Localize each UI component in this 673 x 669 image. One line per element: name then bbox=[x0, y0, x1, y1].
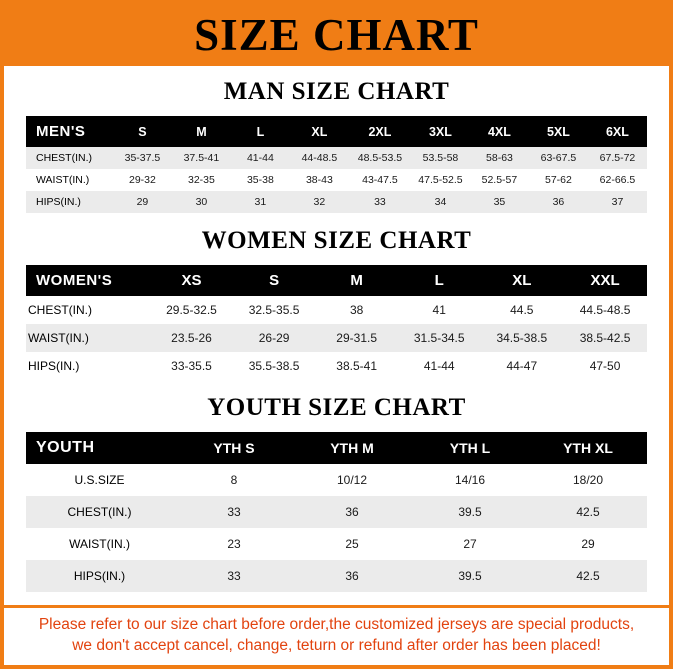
man-size-table-wrap bbox=[4, 116, 669, 213]
table-cell: 27 bbox=[411, 528, 529, 560]
table-cell: 62-66.5 bbox=[588, 169, 647, 191]
table-cell: 43-47.5 bbox=[349, 169, 411, 191]
column-header: YTH L bbox=[411, 432, 529, 464]
row-header: WAIST(IN.) bbox=[26, 169, 113, 191]
table-cell: 14/16 bbox=[411, 464, 529, 496]
table-row bbox=[26, 324, 647, 352]
table-cell: 26-29 bbox=[233, 324, 316, 352]
table-cell: 35-37.5 bbox=[113, 147, 172, 169]
column-header: L bbox=[398, 265, 481, 296]
table-cell: 25 bbox=[293, 528, 411, 560]
page-title: SIZE CHART bbox=[194, 9, 479, 60]
row-header: HIPS(IN.) bbox=[26, 352, 150, 380]
table-row bbox=[26, 496, 647, 528]
table-cell: 53.5-58 bbox=[411, 147, 470, 169]
column-header: 6XL bbox=[588, 116, 647, 147]
table-cell: 58-63 bbox=[470, 147, 529, 169]
youth-size-table bbox=[26, 432, 647, 592]
table-header-row bbox=[26, 116, 647, 147]
table-cell: 33 bbox=[349, 191, 411, 213]
column-header: 5XL bbox=[529, 116, 588, 147]
table-cell: 35.5-38.5 bbox=[233, 352, 316, 380]
table-cell: 37 bbox=[588, 191, 647, 213]
table-cell: 44.5-48.5 bbox=[563, 296, 647, 324]
column-header: XL bbox=[290, 116, 349, 147]
table-cell: 44.5 bbox=[481, 296, 564, 324]
footer-line-1: Please refer to our size chart before order,the customized jerseys are special products, bbox=[38, 616, 635, 634]
table-row bbox=[26, 147, 647, 169]
column-header: M bbox=[172, 116, 231, 147]
table-cell: 42.5 bbox=[529, 496, 647, 528]
table-cell: 52.5-57 bbox=[470, 169, 529, 191]
section-title-youth: YOUTH SIZE CHART bbox=[207, 394, 466, 421]
man-size-table bbox=[26, 116, 647, 213]
page-header bbox=[4, 4, 669, 66]
column-header: M bbox=[315, 265, 398, 296]
table-cell: 23 bbox=[175, 528, 293, 560]
table-row bbox=[26, 191, 647, 213]
row-header: CHEST(IN.) bbox=[26, 296, 150, 324]
section-title-women: WOMEN SIZE CHART bbox=[201, 227, 472, 254]
table-cell: 38-43 bbox=[290, 169, 349, 191]
table-cell: 44-47 bbox=[481, 352, 564, 380]
table-cell: 31 bbox=[231, 191, 290, 213]
column-header: WOMEN'S bbox=[26, 265, 150, 296]
table-cell: 29-32 bbox=[113, 169, 172, 191]
table-cell: 36 bbox=[529, 191, 588, 213]
table-cell: 32-35 bbox=[172, 169, 231, 191]
table-cell: 44-48.5 bbox=[290, 147, 349, 169]
row-header: CHEST(IN.) bbox=[26, 496, 175, 528]
column-header: 4XL bbox=[470, 116, 529, 147]
table-cell: 29.5-32.5 bbox=[150, 296, 233, 324]
table-cell: 63-67.5 bbox=[529, 147, 588, 169]
column-header: XL bbox=[481, 265, 564, 296]
column-header: XS bbox=[150, 265, 233, 296]
table-cell: 37.5-41 bbox=[172, 147, 231, 169]
table-cell: 38.5-42.5 bbox=[563, 324, 647, 352]
row-header: WAIST(IN.) bbox=[26, 528, 175, 560]
table-row bbox=[26, 352, 647, 380]
table-cell: 35-38 bbox=[231, 169, 290, 191]
column-header: L bbox=[231, 116, 290, 147]
table-cell: 67.5-72 bbox=[588, 147, 647, 169]
table-cell: 36 bbox=[293, 560, 411, 592]
table-cell: 39.5 bbox=[411, 496, 529, 528]
table-cell: 47.5-52.5 bbox=[411, 169, 470, 191]
table-row bbox=[26, 464, 647, 496]
table-cell: 39.5 bbox=[411, 560, 529, 592]
table-cell: 29 bbox=[529, 528, 647, 560]
table-cell: 34 bbox=[411, 191, 470, 213]
table-cell: 33 bbox=[175, 560, 293, 592]
table-cell: 34.5-38.5 bbox=[481, 324, 564, 352]
table-cell: 41 bbox=[398, 296, 481, 324]
row-header: WAIST(IN.) bbox=[26, 324, 150, 352]
table-row bbox=[26, 528, 647, 560]
column-header: 2XL bbox=[349, 116, 411, 147]
row-header: CHEST(IN.) bbox=[26, 147, 113, 169]
table-cell: 48.5-53.5 bbox=[349, 147, 411, 169]
row-header: HIPS(IN.) bbox=[26, 560, 175, 592]
table-header-row bbox=[26, 432, 647, 464]
table-cell: 42.5 bbox=[529, 560, 647, 592]
table-cell: 41-44 bbox=[398, 352, 481, 380]
footer-disclaimer bbox=[4, 605, 669, 665]
column-header: YOUTH bbox=[26, 432, 175, 464]
column-header: S bbox=[233, 265, 316, 296]
table-header-row bbox=[26, 265, 647, 296]
table-cell: 41-44 bbox=[231, 147, 290, 169]
youth-size-table-wrap bbox=[4, 432, 669, 592]
table-cell: 31.5-34.5 bbox=[398, 324, 481, 352]
section-title-man: MAN SIZE CHART bbox=[223, 78, 450, 105]
table-cell: 32.5-35.5 bbox=[233, 296, 316, 324]
row-header: U.S.SIZE bbox=[26, 464, 175, 496]
table-row bbox=[26, 169, 647, 191]
table-cell: 29 bbox=[113, 191, 172, 213]
table-cell: 57-62 bbox=[529, 169, 588, 191]
table-cell: 29-31.5 bbox=[315, 324, 398, 352]
table-cell: 8 bbox=[175, 464, 293, 496]
table-cell: 18/20 bbox=[529, 464, 647, 496]
column-header: MEN'S bbox=[26, 116, 113, 147]
table-cell: 47-50 bbox=[563, 352, 647, 380]
table-row bbox=[26, 296, 647, 324]
table-cell: 23.5-26 bbox=[150, 324, 233, 352]
table-cell: 35 bbox=[470, 191, 529, 213]
table-cell: 33-35.5 bbox=[150, 352, 233, 380]
table-cell: 38 bbox=[315, 296, 398, 324]
column-header: XXL bbox=[563, 265, 647, 296]
table-cell: 33 bbox=[175, 496, 293, 528]
table-cell: 36 bbox=[293, 496, 411, 528]
women-size-table-wrap bbox=[4, 265, 669, 380]
table-cell: 10/12 bbox=[293, 464, 411, 496]
column-header: YTH S bbox=[175, 432, 293, 464]
women-size-table bbox=[26, 265, 647, 380]
table-cell: 30 bbox=[172, 191, 231, 213]
row-header: HIPS(IN.) bbox=[26, 191, 113, 213]
column-header: S bbox=[113, 116, 172, 147]
table-cell: 38.5-41 bbox=[315, 352, 398, 380]
table-row bbox=[26, 560, 647, 592]
column-header: 3XL bbox=[411, 116, 470, 147]
footer-line-2: we don't accept cancel, change, teturn or refund after order has been placed! bbox=[72, 637, 601, 655]
table-cell: 32 bbox=[290, 191, 349, 213]
column-header: YTH M bbox=[293, 432, 411, 464]
column-header: YTH XL bbox=[529, 432, 647, 464]
